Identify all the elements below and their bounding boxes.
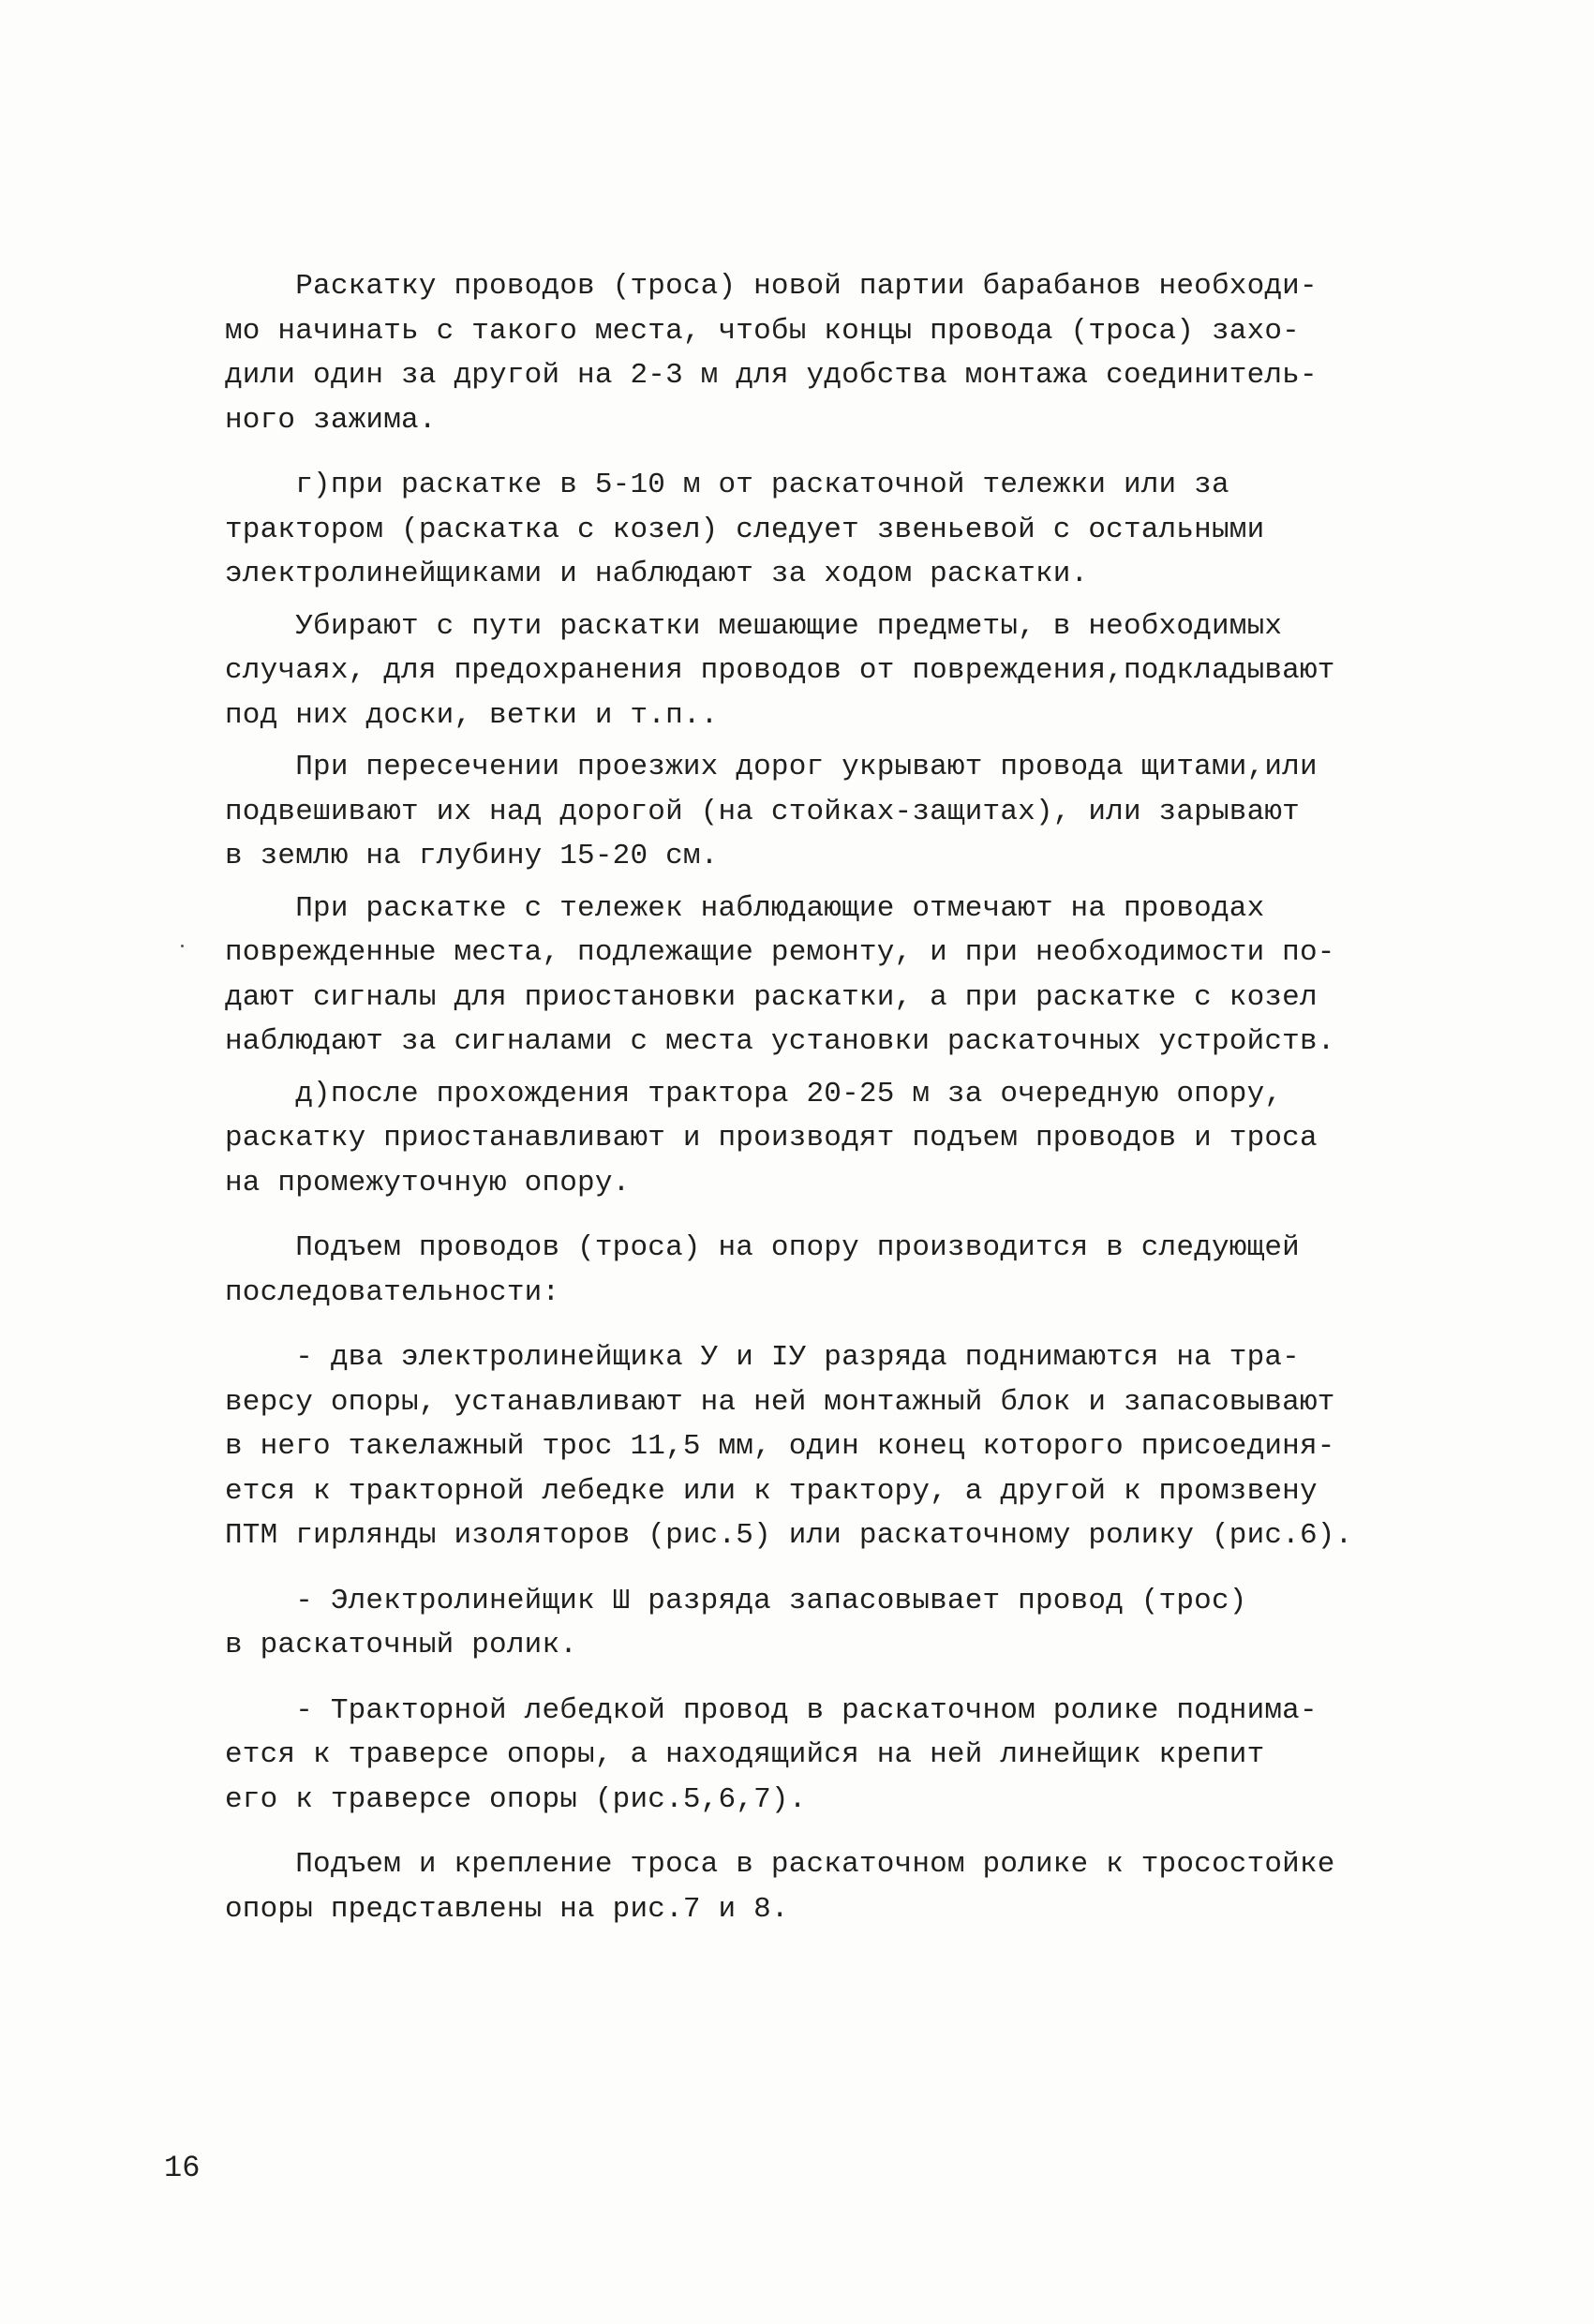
page-number: 16 bbox=[164, 2151, 201, 2185]
margin-speck bbox=[181, 945, 184, 947]
text-line: Раскатку проводов (троса) новой партии барабанов необходи- bbox=[225, 270, 1318, 303]
paragraph-3 bbox=[225, 604, 1443, 738]
text-line: раскатку приостанавливают и производят подъем проводов и троса bbox=[225, 1122, 1318, 1155]
paragraph-4 bbox=[225, 745, 1443, 879]
text-line: мо начинать с такого места, чтобы концы провода (троса) захо- bbox=[225, 314, 1300, 348]
paragraph-7 bbox=[225, 1226, 1443, 1315]
text-line: ется к траверсе опоры, а находящийся на ней линейщик крепит bbox=[225, 1738, 1265, 1771]
text-line: последовательности: bbox=[225, 1275, 560, 1309]
paragraph-5 bbox=[225, 886, 1443, 1065]
text-line: г)при раскатке в 5-10 м от раскаточной тележки или за bbox=[225, 469, 1229, 501]
text-line: ного зажима. bbox=[225, 403, 437, 437]
text-line: д)после прохождения трактора 20-25 м за очередную опору, bbox=[225, 1077, 1283, 1110]
paragraph-10 bbox=[225, 1689, 1443, 1823]
paragraph-1 bbox=[225, 264, 1443, 442]
text-line: наблюдают за сигналами с места установки раскаточных устройств. bbox=[225, 1025, 1335, 1058]
text-line: Подъем проводов (троса) на опору производится в следующей bbox=[225, 1231, 1300, 1264]
text-line: трактором (раскатка с козел) следует звеньевой с остальными bbox=[225, 513, 1265, 546]
text-line: дили один за другой на 2-3 м для удобства монтажа соединитель- bbox=[225, 359, 1318, 392]
document-body bbox=[225, 264, 1443, 1931]
paragraph-6 bbox=[225, 1072, 1443, 1206]
paragraph-2 bbox=[225, 463, 1443, 597]
text-line: Убирают с пути раскатки мешающие предметы, в необходимых bbox=[225, 609, 1283, 643]
text-line: При раскатке с тележек наблюдающие отмечают на проводах bbox=[225, 891, 1265, 925]
text-line: Подъем и крепление троса в раскаточном ролике к тросостойке bbox=[225, 1848, 1335, 1881]
text-line: поврежденные места, подлежащие ремонту, и при необходимости по- bbox=[225, 936, 1335, 969]
text-line: ПТМ гирлянды изоляторов (рис.5) или раскаточному ролику (рис.6). bbox=[225, 1519, 1353, 1552]
text-line: - Электролинейщик Ш разряда запасовывает провод (трос) bbox=[225, 1584, 1247, 1617]
text-line: его к траверсе опоры (рис.5,6,7). bbox=[225, 1782, 807, 1816]
text-line: опоры представлены на рис.7 и 8. bbox=[225, 1892, 789, 1926]
text-line: ется к тракторной лебедке или к трактору, а другой к промзвену bbox=[225, 1474, 1318, 1508]
text-line: - два электролинейщика У и IУ разряда поднимаются на тра- bbox=[225, 1341, 1300, 1374]
text-line: - Тракторной лебедкой провод в раскаточном ролике поднима- bbox=[225, 1693, 1318, 1727]
text-line: в раскаточный ролик. bbox=[225, 1629, 578, 1661]
paragraph-11 bbox=[225, 1842, 1443, 1931]
text-line: в землю на глубину 15-20 см. bbox=[225, 840, 719, 872]
text-line: При пересечении проезжих дорог укрывают провода щитами,или bbox=[225, 751, 1318, 783]
text-line: электролинейщиками и наблюдают за ходом раскатки. bbox=[225, 558, 1089, 590]
text-line: под них доски, ветки и т.п.. bbox=[225, 698, 719, 732]
text-line: случаях, для предохранения проводов от повреждения,подкладывают bbox=[225, 654, 1335, 687]
paragraph-9 bbox=[225, 1579, 1443, 1668]
paragraph-8 bbox=[225, 1335, 1443, 1558]
text-line: дают сигналы для приостановки раскатки, а при раскатке с козел bbox=[225, 980, 1318, 1014]
text-line: версу опоры, устанавливают на ней монтажный блок и запасовывают bbox=[225, 1385, 1335, 1419]
text-line: на промежуточную опору. bbox=[225, 1166, 631, 1199]
text-line: подвешивают их над дорогой (на стойках-защитах), или зарывают bbox=[225, 795, 1300, 828]
text-line: в него такелажный трос 11,5 мм, один конец которого присоединя- bbox=[225, 1430, 1335, 1463]
